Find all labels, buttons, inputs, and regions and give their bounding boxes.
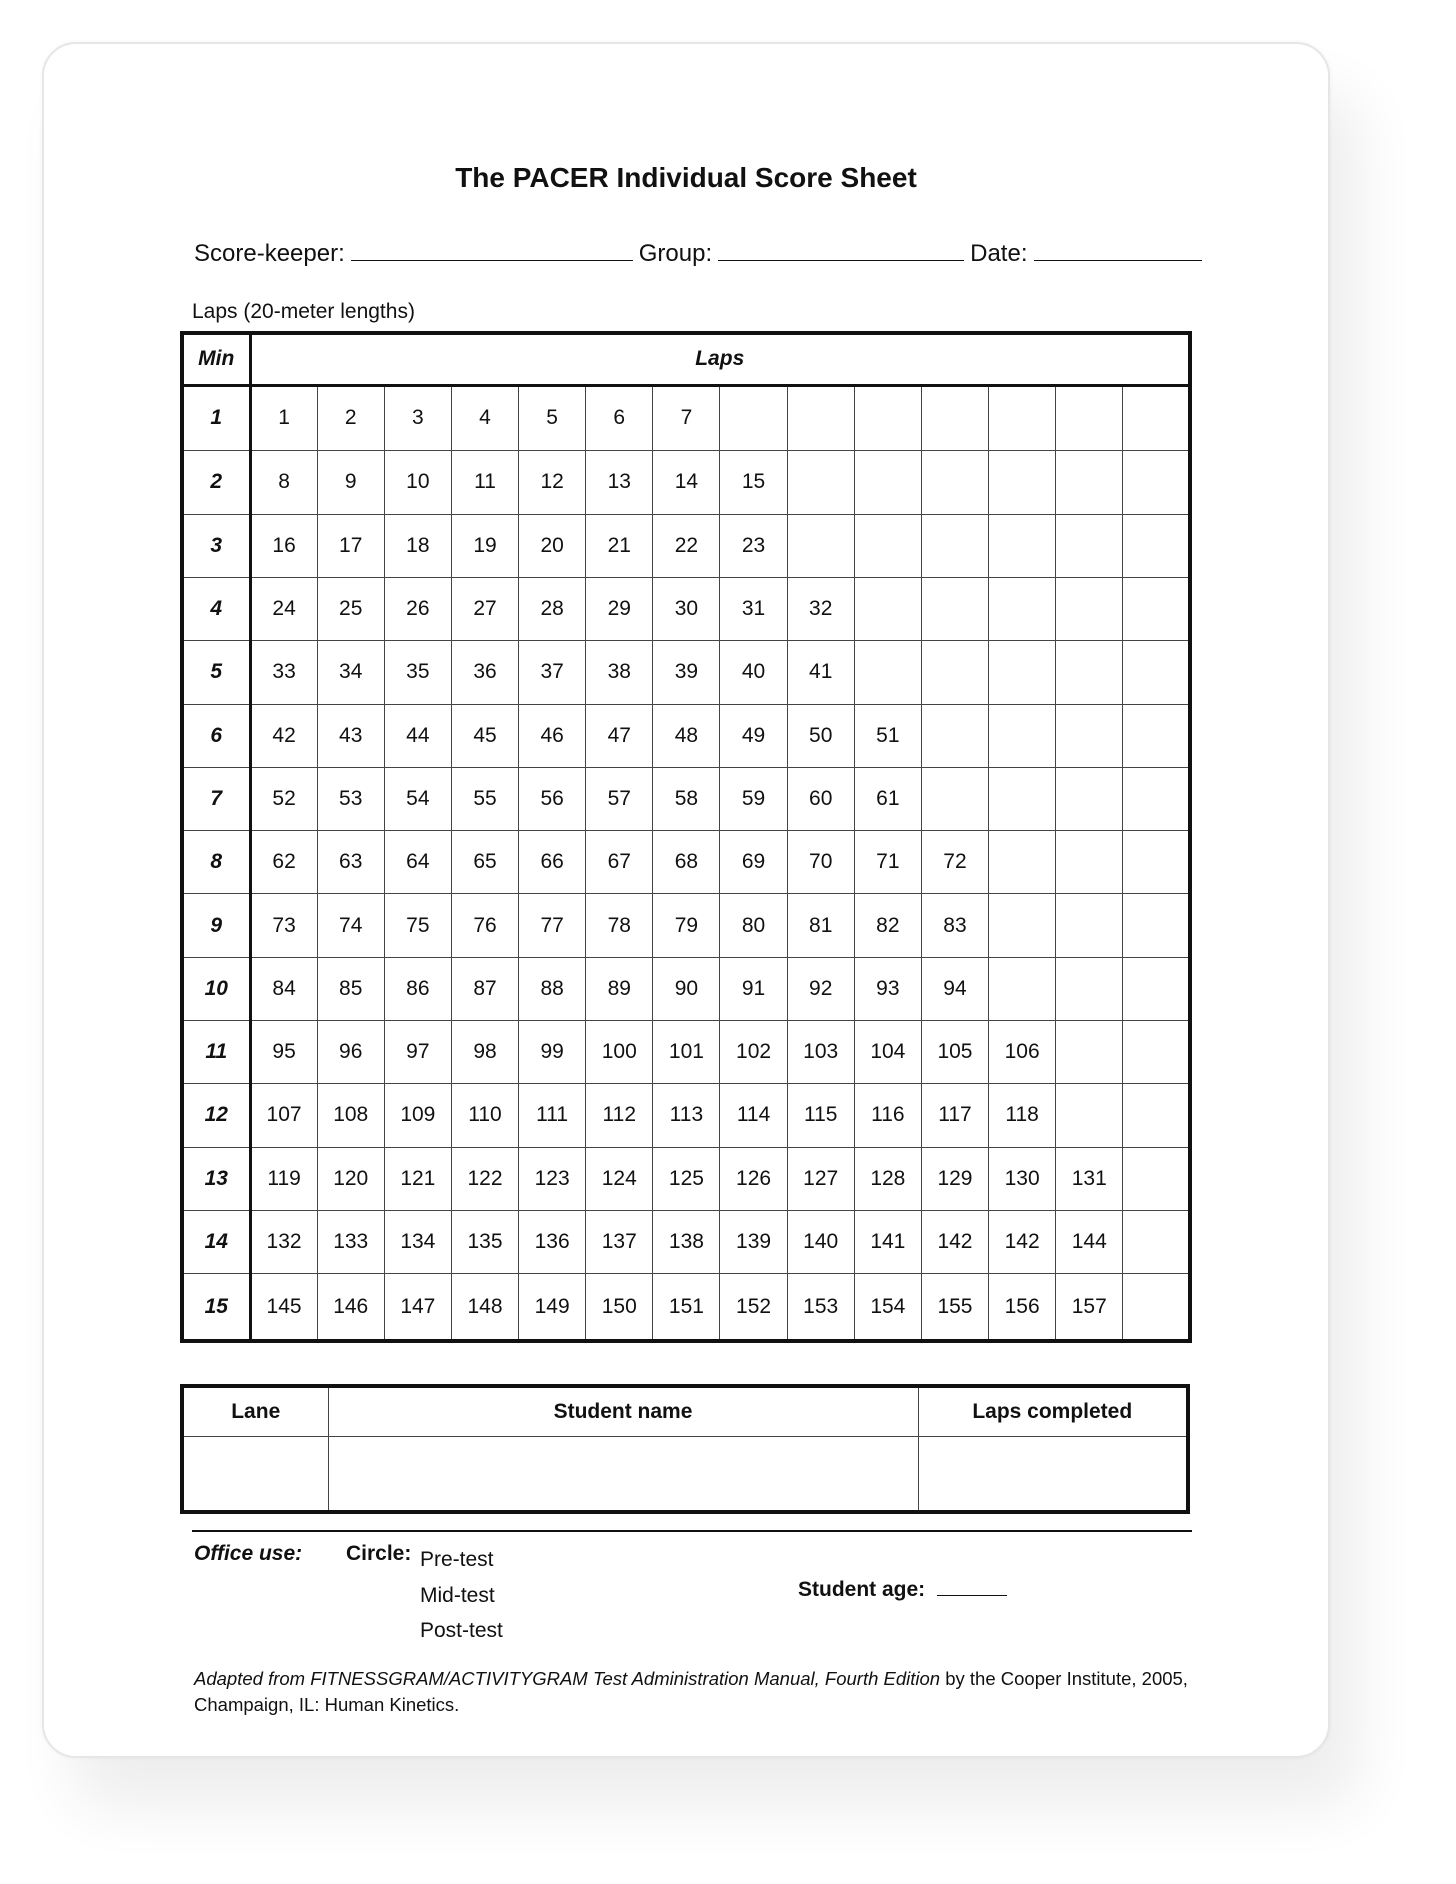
minute-label: 15 bbox=[182, 1274, 250, 1341]
lap-cell[interactable]: 38 bbox=[586, 641, 653, 704]
lap-cell[interactable]: 53 bbox=[317, 767, 384, 830]
lap-cell[interactable]: 91 bbox=[720, 957, 787, 1020]
lap-cell[interactable]: 40 bbox=[720, 641, 787, 704]
lap-cell[interactable]: 21 bbox=[586, 514, 653, 577]
lap-cell[interactable]: 48 bbox=[653, 704, 720, 767]
lane-table bbox=[180, 1384, 1190, 1514]
empty-lap-cell[interactable] bbox=[1123, 385, 1190, 451]
lap-cell[interactable]: 35 bbox=[384, 641, 451, 704]
minute-label: 6 bbox=[182, 704, 250, 767]
lap-cell[interactable]: 126 bbox=[720, 1147, 787, 1210]
lap-cell[interactable]: 4 bbox=[451, 385, 518, 451]
empty-lap-cell[interactable] bbox=[1056, 385, 1123, 451]
lap-cell[interactable]: 97 bbox=[384, 1021, 451, 1084]
lane-header: Lane bbox=[182, 1386, 328, 1437]
lap-cell[interactable]: 1 bbox=[250, 385, 317, 451]
empty-lap-cell[interactable] bbox=[921, 704, 988, 767]
empty-lap-cell[interactable] bbox=[1123, 894, 1190, 957]
score-keeper-field[interactable] bbox=[351, 242, 633, 261]
lap-cell[interactable]: 105 bbox=[921, 1021, 988, 1084]
lap-cell[interactable]: 46 bbox=[519, 704, 586, 767]
empty-lap-cell[interactable] bbox=[989, 831, 1056, 894]
lap-cell[interactable]: 103 bbox=[787, 1021, 854, 1084]
lap-cell[interactable]: 155 bbox=[921, 1274, 988, 1341]
lap-cell[interactable]: 78 bbox=[586, 894, 653, 957]
lane-table-header bbox=[182, 1386, 1188, 1437]
lap-cell[interactable]: 102 bbox=[720, 1021, 787, 1084]
student-age-row bbox=[798, 1577, 1013, 1602]
lap-cell[interactable]: 54 bbox=[384, 767, 451, 830]
empty-lap-cell[interactable] bbox=[989, 451, 1056, 514]
option-post-test[interactable]: Post-test bbox=[420, 1619, 503, 1642]
test-options bbox=[420, 1542, 503, 1649]
minute-label: 11 bbox=[182, 1021, 250, 1084]
lap-cell[interactable]: 95 bbox=[250, 1021, 317, 1084]
lap-cell[interactable]: 93 bbox=[854, 957, 921, 1020]
grid-row-min-4 bbox=[182, 577, 1190, 640]
group-label: Group: bbox=[638, 240, 713, 267]
lap-cell[interactable]: 130 bbox=[989, 1147, 1056, 1210]
empty-lap-cell[interactable] bbox=[1123, 957, 1190, 1020]
student-age-field[interactable] bbox=[937, 1577, 1007, 1596]
lap-cell[interactable]: 52 bbox=[250, 767, 317, 830]
lap-cell[interactable]: 140 bbox=[787, 1210, 854, 1273]
lap-cell[interactable]: 2 bbox=[317, 385, 384, 451]
lap-cell[interactable]: 142 bbox=[921, 1210, 988, 1273]
empty-lap-cell[interactable] bbox=[1056, 1084, 1123, 1147]
empty-lap-cell[interactable] bbox=[1123, 767, 1190, 830]
lap-cell[interactable]: 125 bbox=[653, 1147, 720, 1210]
minute-label: 3 bbox=[182, 514, 250, 577]
lap-cell[interactable]: 89 bbox=[586, 957, 653, 1020]
lap-cell[interactable]: 32 bbox=[787, 577, 854, 640]
lap-cell[interactable]: 122 bbox=[451, 1147, 518, 1210]
lap-cell[interactable]: 154 bbox=[854, 1274, 921, 1341]
empty-lap-cell[interactable] bbox=[787, 451, 854, 514]
lap-cell[interactable]: 39 bbox=[653, 641, 720, 704]
lap-cell[interactable]: 147 bbox=[384, 1274, 451, 1341]
laps-grid bbox=[180, 331, 1192, 1343]
lane-table-entry-row bbox=[182, 1437, 1188, 1513]
lap-cell[interactable]: 34 bbox=[317, 641, 384, 704]
lap-cell[interactable]: 26 bbox=[384, 577, 451, 640]
lap-cell[interactable]: 107 bbox=[250, 1084, 317, 1147]
empty-lap-cell[interactable] bbox=[720, 385, 787, 451]
laps-header: Laps bbox=[250, 333, 1190, 385]
lap-cell[interactable]: 134 bbox=[384, 1210, 451, 1273]
lap-cell[interactable]: 67 bbox=[586, 831, 653, 894]
grid-row-min-7 bbox=[182, 767, 1190, 830]
lap-cell[interactable]: 133 bbox=[317, 1210, 384, 1273]
minute-label: 14 bbox=[182, 1210, 250, 1273]
empty-lap-cell[interactable] bbox=[1123, 641, 1190, 704]
lap-cell[interactable]: 111 bbox=[519, 1084, 586, 1147]
lap-cell[interactable]: 11 bbox=[451, 451, 518, 514]
empty-lap-cell[interactable] bbox=[1123, 831, 1190, 894]
lap-cell[interactable]: 145 bbox=[250, 1274, 317, 1341]
lap-cell[interactable]: 123 bbox=[519, 1147, 586, 1210]
lap-cell[interactable]: 43 bbox=[317, 704, 384, 767]
lap-cell[interactable]: 132 bbox=[250, 1210, 317, 1273]
grid-row-min-9 bbox=[182, 894, 1190, 957]
min-header: Min bbox=[182, 333, 250, 385]
lap-cell[interactable]: 79 bbox=[653, 894, 720, 957]
grid-row-min-6 bbox=[182, 704, 1190, 767]
lap-cell[interactable]: 64 bbox=[384, 831, 451, 894]
empty-lap-cell[interactable] bbox=[1056, 451, 1123, 514]
lap-cell[interactable]: 51 bbox=[854, 704, 921, 767]
lap-cell[interactable]: 18 bbox=[384, 514, 451, 577]
empty-lap-cell[interactable] bbox=[989, 767, 1056, 830]
lap-cell[interactable]: 6 bbox=[586, 385, 653, 451]
lap-cell[interactable]: 120 bbox=[317, 1147, 384, 1210]
empty-lap-cell[interactable] bbox=[1123, 1274, 1190, 1341]
option-mid-test[interactable]: Mid-test bbox=[420, 1583, 495, 1607]
student-name-entry-cell[interactable] bbox=[328, 1437, 918, 1513]
lap-cell[interactable]: 24 bbox=[250, 577, 317, 640]
lap-cell[interactable]: 113 bbox=[653, 1084, 720, 1147]
empty-lap-cell[interactable] bbox=[921, 577, 988, 640]
lap-cell[interactable]: 75 bbox=[384, 894, 451, 957]
minute-label: 9 bbox=[182, 894, 250, 957]
lap-cell[interactable]: 41 bbox=[787, 641, 854, 704]
empty-lap-cell[interactable] bbox=[1056, 577, 1123, 640]
grid-row-min-5 bbox=[182, 641, 1190, 704]
lap-cell[interactable]: 108 bbox=[317, 1084, 384, 1147]
lap-cell[interactable]: 33 bbox=[250, 641, 317, 704]
grid-row-min-8 bbox=[182, 831, 1190, 894]
lap-cell[interactable]: 17 bbox=[317, 514, 384, 577]
lap-cell[interactable]: 86 bbox=[384, 957, 451, 1020]
lap-cell[interactable]: 22 bbox=[653, 514, 720, 577]
minute-label: 13 bbox=[182, 1147, 250, 1210]
lap-cell[interactable]: 73 bbox=[250, 894, 317, 957]
empty-lap-cell[interactable] bbox=[1056, 894, 1123, 957]
score-keeper-label: Score-keeper: bbox=[194, 240, 345, 267]
source-footnote bbox=[194, 1666, 1204, 1718]
empty-lap-cell[interactable] bbox=[854, 514, 921, 577]
lap-cell[interactable]: 150 bbox=[586, 1274, 653, 1341]
empty-lap-cell[interactable] bbox=[1123, 704, 1190, 767]
lap-cell[interactable]: 121 bbox=[384, 1147, 451, 1210]
lap-cell[interactable]: 98 bbox=[451, 1021, 518, 1084]
office-use-label: Office use: bbox=[194, 1542, 303, 1565]
lap-cell[interactable]: 152 bbox=[720, 1274, 787, 1341]
minute-label: 4 bbox=[182, 577, 250, 640]
lap-cell[interactable]: 60 bbox=[787, 767, 854, 830]
minute-label: 5 bbox=[182, 641, 250, 704]
lane-entry-cell[interactable] bbox=[182, 1437, 328, 1513]
lap-cell[interactable]: 55 bbox=[451, 767, 518, 830]
lap-cell[interactable]: 68 bbox=[653, 831, 720, 894]
lap-cell[interactable]: 7 bbox=[653, 385, 720, 451]
header-fields bbox=[194, 240, 1208, 268]
grid-row-min-13 bbox=[182, 1147, 1190, 1210]
lap-cell[interactable]: 110 bbox=[451, 1084, 518, 1147]
lap-cell[interactable]: 28 bbox=[519, 577, 586, 640]
empty-lap-cell[interactable] bbox=[787, 385, 854, 451]
lap-cell[interactable]: 139 bbox=[720, 1210, 787, 1273]
lap-cell[interactable]: 59 bbox=[720, 767, 787, 830]
lap-cell[interactable]: 83 bbox=[921, 894, 988, 957]
lap-cell[interactable]: 115 bbox=[787, 1084, 854, 1147]
empty-lap-cell[interactable] bbox=[989, 514, 1056, 577]
empty-lap-cell[interactable] bbox=[1123, 1021, 1190, 1084]
empty-lap-cell[interactable] bbox=[921, 451, 988, 514]
grid-row-min-2 bbox=[182, 451, 1190, 514]
lap-cell[interactable]: 10 bbox=[384, 451, 451, 514]
empty-lap-cell[interactable] bbox=[989, 641, 1056, 704]
grid-row-min-11 bbox=[182, 1021, 1190, 1084]
minute-label: 8 bbox=[182, 831, 250, 894]
footnote-source-title: Adapted from FITNESSGRAM/ACTIVITYGRAM Test Administration Manual, Fourth Edition bbox=[194, 1668, 941, 1689]
empty-lap-cell[interactable] bbox=[989, 957, 1056, 1020]
lap-cell[interactable]: 109 bbox=[384, 1084, 451, 1147]
lap-cell[interactable]: 84 bbox=[250, 957, 317, 1020]
empty-lap-cell[interactable] bbox=[1056, 1021, 1123, 1084]
lap-cell[interactable]: 96 bbox=[317, 1021, 384, 1084]
minute-label: 12 bbox=[182, 1084, 250, 1147]
date-label: Date: bbox=[970, 240, 1028, 267]
lap-cell[interactable]: 117 bbox=[921, 1084, 988, 1147]
empty-lap-cell[interactable] bbox=[921, 514, 988, 577]
lap-cell[interactable]: 62 bbox=[250, 831, 317, 894]
lap-cell[interactable]: 80 bbox=[720, 894, 787, 957]
lap-cell[interactable]: 92 bbox=[787, 957, 854, 1020]
empty-lap-cell[interactable] bbox=[1056, 831, 1123, 894]
grid-row-min-1 bbox=[182, 385, 1190, 451]
lap-cell[interactable]: 136 bbox=[519, 1210, 586, 1273]
lap-cell[interactable]: 119 bbox=[250, 1147, 317, 1210]
empty-lap-cell[interactable] bbox=[921, 641, 988, 704]
lap-cell[interactable]: 56 bbox=[519, 767, 586, 830]
empty-lap-cell[interactable] bbox=[1123, 577, 1190, 640]
lap-cell[interactable]: 99 bbox=[519, 1021, 586, 1084]
minute-label: 2 bbox=[182, 451, 250, 514]
empty-lap-cell[interactable] bbox=[854, 577, 921, 640]
lap-cell[interactable]: 106 bbox=[989, 1021, 1056, 1084]
lap-cell[interactable]: 127 bbox=[787, 1147, 854, 1210]
lap-cell[interactable]: 114 bbox=[720, 1084, 787, 1147]
laps-completed-entry-cell[interactable] bbox=[918, 1437, 1188, 1513]
student-age-label: Student age: bbox=[798, 1578, 926, 1601]
lap-cell[interactable]: 70 bbox=[787, 831, 854, 894]
lap-cell[interactable]: 153 bbox=[787, 1274, 854, 1341]
score-sheet-page bbox=[42, 42, 1330, 1758]
lap-cell[interactable]: 36 bbox=[451, 641, 518, 704]
lap-cell[interactable]: 50 bbox=[787, 704, 854, 767]
lap-cell[interactable]: 146 bbox=[317, 1274, 384, 1341]
lap-cell[interactable]: 74 bbox=[317, 894, 384, 957]
lap-cell[interactable]: 61 bbox=[854, 767, 921, 830]
lap-cell[interactable]: 42 bbox=[250, 704, 317, 767]
lap-cell[interactable]: 25 bbox=[317, 577, 384, 640]
lap-cell[interactable]: 57 bbox=[586, 767, 653, 830]
lap-cell[interactable]: 37 bbox=[519, 641, 586, 704]
lap-cell[interactable]: 104 bbox=[854, 1021, 921, 1084]
date-field[interactable] bbox=[1034, 242, 1202, 261]
lap-cell[interactable]: 3 bbox=[384, 385, 451, 451]
lap-cell[interactable]: 76 bbox=[451, 894, 518, 957]
lap-cell[interactable]: 157 bbox=[1056, 1274, 1123, 1341]
lap-cell[interactable]: 90 bbox=[653, 957, 720, 1020]
empty-lap-cell[interactable] bbox=[1123, 451, 1190, 514]
lap-cell[interactable]: 124 bbox=[586, 1147, 653, 1210]
lap-cell[interactable]: 81 bbox=[787, 894, 854, 957]
empty-lap-cell[interactable] bbox=[921, 385, 988, 451]
lap-cell[interactable]: 149 bbox=[519, 1274, 586, 1341]
lap-cell[interactable]: 118 bbox=[989, 1084, 1056, 1147]
lap-cell[interactable]: 112 bbox=[586, 1084, 653, 1147]
grid-row-min-12 bbox=[182, 1084, 1190, 1147]
lap-cell[interactable]: 69 bbox=[720, 831, 787, 894]
lap-cell[interactable]: 142 bbox=[989, 1210, 1056, 1273]
lap-cell[interactable]: 66 bbox=[519, 831, 586, 894]
lap-cell[interactable]: 31 bbox=[720, 577, 787, 640]
lap-cell[interactable]: 16 bbox=[250, 514, 317, 577]
lap-cell[interactable]: 135 bbox=[451, 1210, 518, 1273]
empty-lap-cell[interactable] bbox=[1056, 641, 1123, 704]
empty-lap-cell[interactable] bbox=[1056, 957, 1123, 1020]
student-name-header: Student name bbox=[328, 1386, 918, 1437]
footnote-source-rest: by the Cooper Institute, 2005, Champaign, IL: Human Kinetics. bbox=[194, 1668, 1188, 1715]
empty-lap-cell[interactable] bbox=[989, 577, 1056, 640]
lap-cell[interactable]: 82 bbox=[854, 894, 921, 957]
empty-lap-cell[interactable] bbox=[1123, 1210, 1190, 1273]
lap-cell[interactable]: 8 bbox=[250, 451, 317, 514]
laps-completed-header: Laps completed bbox=[918, 1386, 1188, 1437]
lap-cell[interactable]: 13 bbox=[586, 451, 653, 514]
lap-cell[interactable]: 20 bbox=[519, 514, 586, 577]
lap-cell[interactable]: 148 bbox=[451, 1274, 518, 1341]
lap-cell[interactable]: 151 bbox=[653, 1274, 720, 1341]
lap-cell[interactable]: 30 bbox=[653, 577, 720, 640]
minute-label: 10 bbox=[182, 957, 250, 1020]
grid-row-min-3 bbox=[182, 514, 1190, 577]
lap-cell[interactable]: 101 bbox=[653, 1021, 720, 1084]
lap-cell[interactable]: 9 bbox=[317, 451, 384, 514]
lap-cell[interactable]: 72 bbox=[921, 831, 988, 894]
lap-cell[interactable]: 116 bbox=[854, 1084, 921, 1147]
lap-cell[interactable]: 5 bbox=[519, 385, 586, 451]
lap-cell[interactable]: 49 bbox=[720, 704, 787, 767]
lap-cell[interactable]: 100 bbox=[586, 1021, 653, 1084]
lap-cell[interactable]: 128 bbox=[854, 1147, 921, 1210]
lap-cell[interactable]: 129 bbox=[921, 1147, 988, 1210]
lap-cell[interactable]: 88 bbox=[519, 957, 586, 1020]
lap-cell[interactable]: 29 bbox=[586, 577, 653, 640]
grid-row-min-14 bbox=[182, 1210, 1190, 1273]
laps-caption: Laps (20-meter lengths) bbox=[192, 300, 415, 323]
lap-cell[interactable]: 14 bbox=[653, 451, 720, 514]
empty-lap-cell[interactable] bbox=[854, 385, 921, 451]
lap-cell[interactable]: 47 bbox=[586, 704, 653, 767]
minute-label: 1 bbox=[182, 385, 250, 451]
grid-header-row bbox=[182, 333, 1190, 385]
empty-lap-cell[interactable] bbox=[787, 514, 854, 577]
lap-cell[interactable]: 27 bbox=[451, 577, 518, 640]
empty-lap-cell[interactable] bbox=[1123, 1147, 1190, 1210]
minute-label: 7 bbox=[182, 767, 250, 830]
lap-cell[interactable]: 87 bbox=[451, 957, 518, 1020]
lap-cell[interactable]: 156 bbox=[989, 1274, 1056, 1341]
empty-lap-cell[interactable] bbox=[1123, 514, 1190, 577]
option-pre-test[interactable]: Pre-test bbox=[420, 1548, 494, 1571]
lap-cell[interactable]: 94 bbox=[921, 957, 988, 1020]
lap-cell[interactable]: 15 bbox=[720, 451, 787, 514]
group-field[interactable] bbox=[718, 242, 964, 261]
lap-cell[interactable]: 137 bbox=[586, 1210, 653, 1273]
lap-cell[interactable]: 71 bbox=[854, 831, 921, 894]
empty-lap-cell[interactable] bbox=[989, 385, 1056, 451]
office-divider bbox=[192, 1530, 1192, 1532]
lap-cell[interactable]: 58 bbox=[653, 767, 720, 830]
lap-cell[interactable]: 65 bbox=[451, 831, 518, 894]
empty-lap-cell[interactable] bbox=[921, 767, 988, 830]
lap-cell[interactable]: 138 bbox=[653, 1210, 720, 1273]
empty-lap-cell[interactable] bbox=[1056, 704, 1123, 767]
empty-lap-cell[interactable] bbox=[1056, 767, 1123, 830]
grid-row-min-10 bbox=[182, 957, 1190, 1020]
lap-cell[interactable]: 23 bbox=[720, 514, 787, 577]
lap-cell[interactable]: 12 bbox=[519, 451, 586, 514]
circle-label: Circle: bbox=[346, 1542, 412, 1565]
lap-cell[interactable]: 131 bbox=[1056, 1147, 1123, 1210]
lap-cell[interactable]: 85 bbox=[317, 957, 384, 1020]
page-title: The PACER Individual Score Sheet bbox=[455, 162, 917, 193]
empty-lap-cell[interactable] bbox=[1056, 514, 1123, 577]
grid-row-min-15 bbox=[182, 1274, 1190, 1341]
lap-cell[interactable]: 44 bbox=[384, 704, 451, 767]
lap-cell[interactable]: 144 bbox=[1056, 1210, 1123, 1273]
lap-cell[interactable]: 45 bbox=[451, 704, 518, 767]
empty-lap-cell[interactable] bbox=[1123, 1084, 1190, 1147]
lap-cell[interactable]: 77 bbox=[519, 894, 586, 957]
lap-cell[interactable]: 63 bbox=[317, 831, 384, 894]
lap-cell[interactable]: 141 bbox=[854, 1210, 921, 1273]
empty-lap-cell[interactable] bbox=[989, 894, 1056, 957]
empty-lap-cell[interactable] bbox=[854, 641, 921, 704]
lap-cell[interactable]: 19 bbox=[451, 514, 518, 577]
empty-lap-cell[interactable] bbox=[854, 451, 921, 514]
empty-lap-cell[interactable] bbox=[989, 704, 1056, 767]
